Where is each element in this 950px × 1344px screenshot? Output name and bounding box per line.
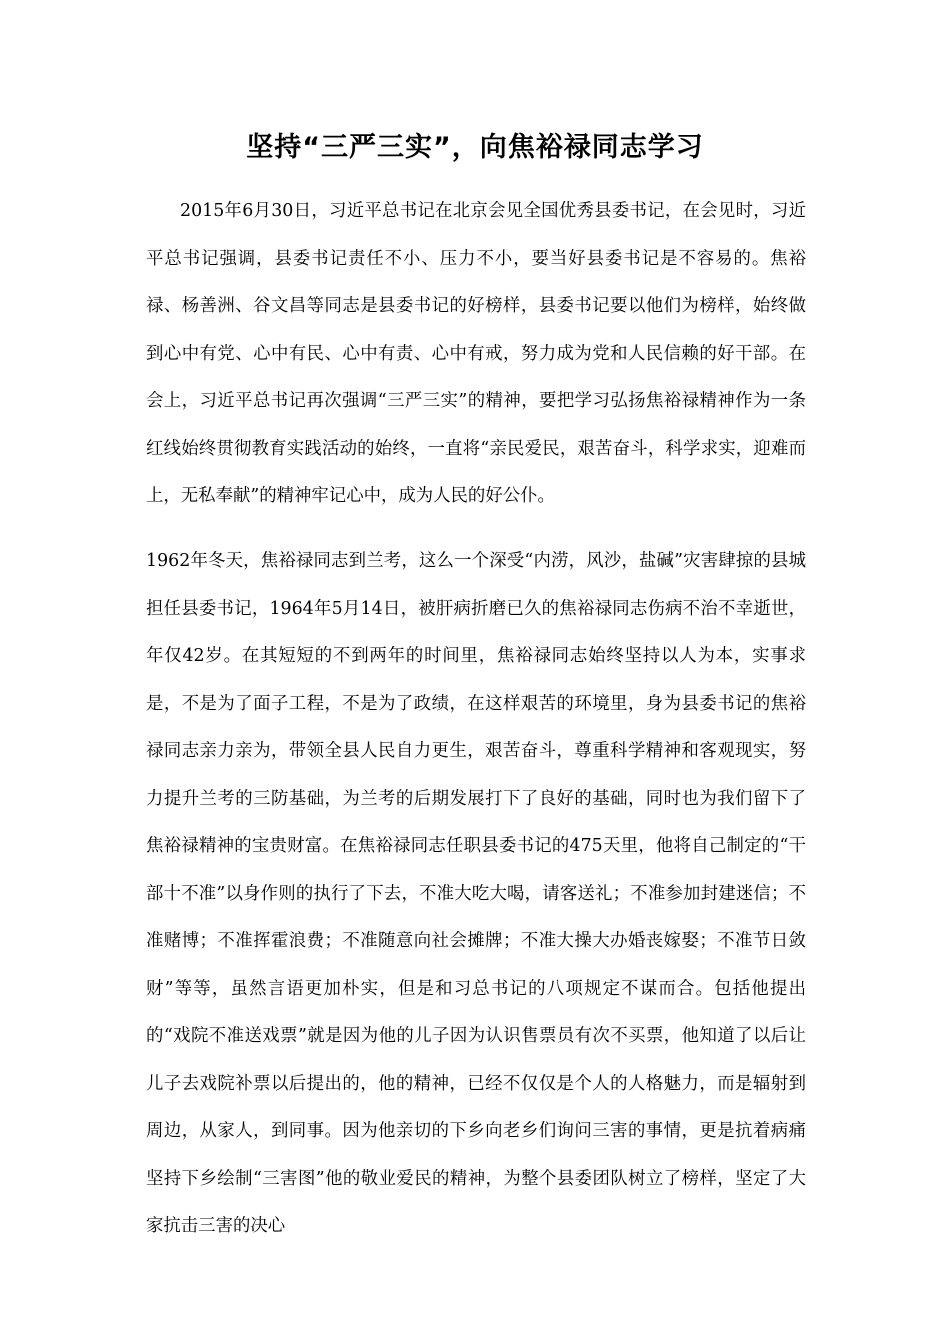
paragraph-2: 1962年冬天，焦裕禄同志到兰考，这么一个深受“内涝，风沙，盐碱”灾害肆掠的县城担任县委书记，1964年5月14日，被肝病折磨已久的焦裕禄同志伤病不治不幸逝世，年仅42岁。在其短短的不到两年的时间里，焦裕禄同志始终坚持以人为本，实事求是，不是为了面子工程，不是为了政绩，在这样艰苦的环境里，身为县委书记的焦裕禄同志亲力亲为，带领全县人民自力更生，艰苦奋斗，尊重科学精神和客观现实，努力提升兰考的三防基础，为兰考的后期发展打下了良好的基础，同时也为我们留下了焦裕禄精神的宝贵财富。在焦裕禄同志任职县委书记的475天里，他将自己制定的“干部十不准”以身作则的执行了下去，不准大吃大喝，请客送礼；不准参加封建迷信；不准赌博；不准挥霍浪费；不准随意向社会摊牌；不准大操大办婚丧嫁娶；不准节日敛财”等等，虽然言语更加朴实，但是和习总书记的八项规定不谋而合。包括他提出的“戏院不准送戏票”就是因为他的儿子因为认识售票员有次不买票，他知道了以后让儿子去戏院补票以后提出的，他的精神，已经不仅仅是个人的人格魅力，而是辐射到周边，从家人，到同事。因为他亲切的下乡向老乡们询问三害的事情，更是抗着病痛坚持下乡绘制“三害图”他的敬业爱民的精神，为整个县委团队树立了榜样，坚定了大家抗击三害的决心 [146, 551, 806, 1236]
document-title: 坚持“三严三实”，向焦裕禄同志学习 [246, 132, 704, 163]
paragraph-1: 2015年6月30日，习近平总书记在北京会见全国优秀县委书记，在会见时，习近平总书记强调，县委书记责任不小、压力不小，要当好县委书记是不容易的。焦裕禄、杨善洲、谷文昌等同志是县委书记的好榜样，县委书记要以他们为榜样，始终做到心中有党、心中有民、心中有责、心中有戒，努力成为党和人民信赖的好干部。在会上，习近平总书记再次强调“三严三实”的精神，要把学习弘扬焦裕禄精神作为一条红线始终贯彻教育实践活动的始终，一直将“亲民爱民，艰苦奋斗，科学求实，迎难而上，无私奉献”的精神牢记心中，成为人民的好公仆。 [146, 201, 806, 506]
